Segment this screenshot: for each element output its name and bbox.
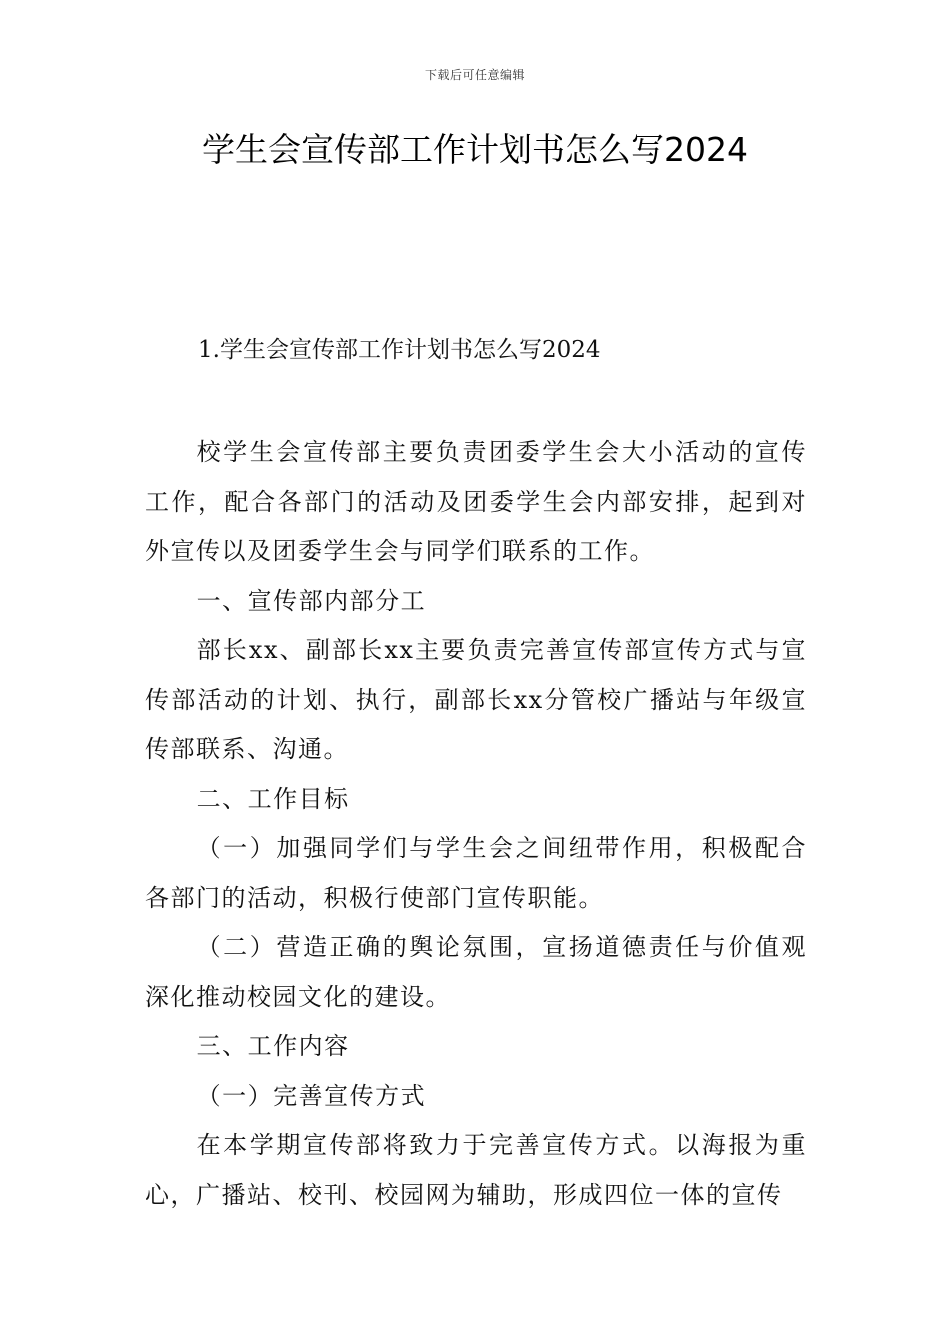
- paragraph-goal-1: （一）加强同学们与学生会之间纽带作用，积极配合各部门的活动，积极行使部门宣传职能。: [145, 834, 807, 912]
- document-title: 学生会宣传部工作计划书怎么写2024: [202, 130, 748, 169]
- heading-improve-methods: （一）完善宣传方式: [196, 1081, 427, 1110]
- heading-work-goals: 二、工作目标: [196, 784, 350, 813]
- paragraph-goal-2: （二）营造正确的舆论氛围，宣扬道德责任与价值观深化推动校园文化的建设。: [145, 933, 807, 1011]
- paragraph-division-of-labor: 部长xx、副部长xx主要负责完善宣传部宣传方式与宣传部活动的计划、执行，副部长xx分管校广播站与年级宣传部联系、沟通。: [145, 636, 807, 763]
- document-body: [145, 428, 807, 1220]
- heading-work-content: 三、工作内容: [196, 1032, 350, 1060]
- header-note: 下载后可任意编辑: [424, 68, 525, 82]
- paragraph-intro: 校学生会宣传部主要负责团委学生会大小活动的宣传工作，配合各部门的活动及团委学生会内部安排，起到对外宣传以及团委学生会与同学们联系的工作。: [145, 438, 807, 565]
- paragraph-improve-methods: 在本学期宣传部将致力于完善宣传方式。以海报为重心，广播站、校刊、校园网为辅助，形成四位一体的宣传: [145, 1131, 807, 1209]
- section-subtitle: 1.学生会宣传部工作计划书怎么写2024: [198, 337, 601, 363]
- heading-division-of-labor: 一、宣传部内部分工: [196, 586, 427, 615]
